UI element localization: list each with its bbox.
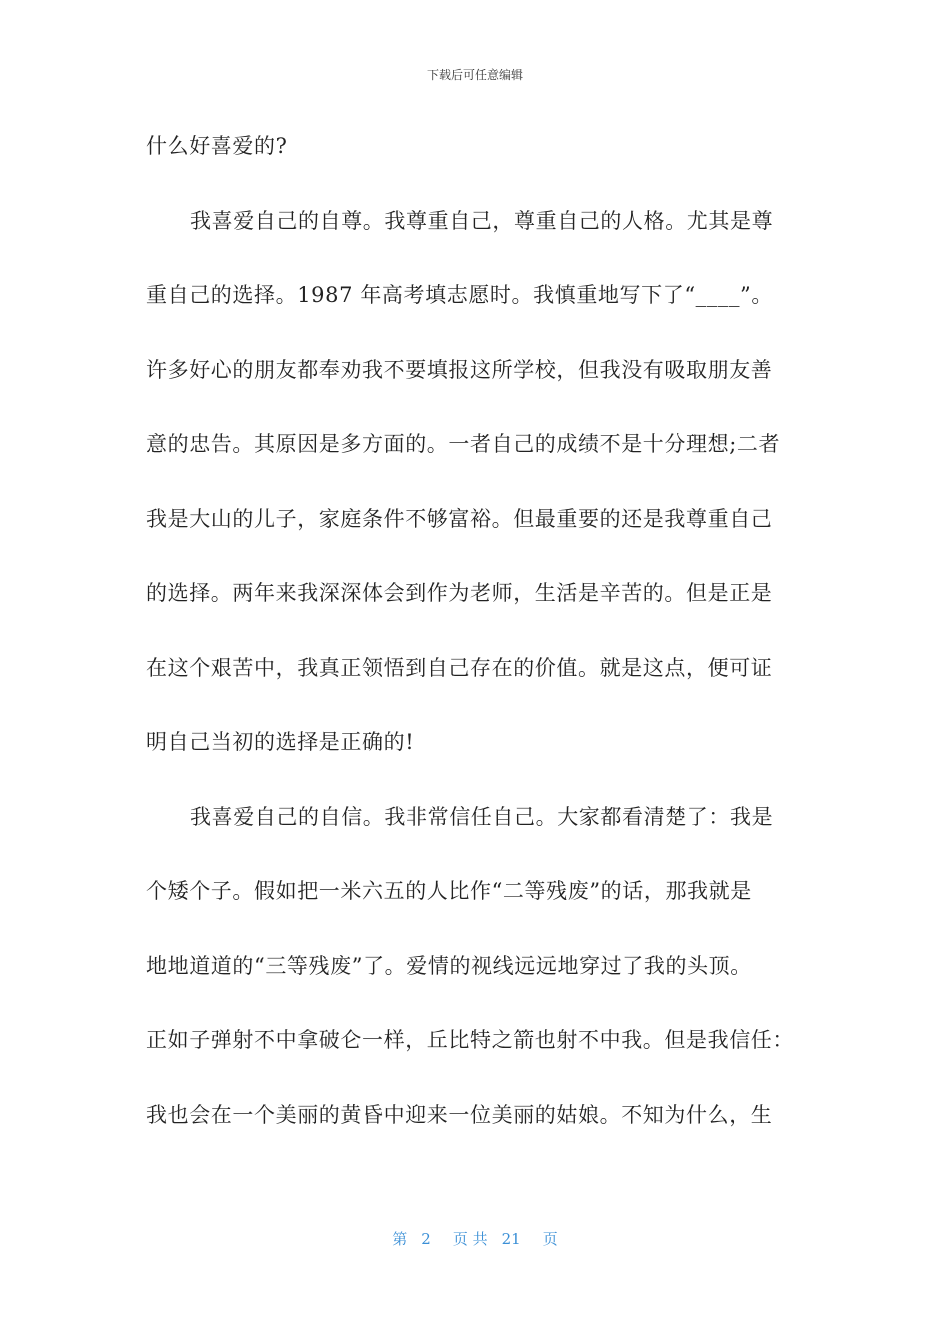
text-line: 重自己的选择。1987 年高考填志愿时。我慎重地写下了“____”。 bbox=[146, 283, 773, 307]
page-header-note: 下载后可任意编辑 bbox=[426, 68, 523, 82]
text-line: 我是大山的儿子，家庭条件不够富裕。但最重要的还是我尊重自己 bbox=[146, 506, 773, 531]
text-line: 什么好喜爱的? bbox=[146, 134, 288, 158]
page-footer bbox=[0, 1228, 950, 1249]
text-line: 个矮个子。假如把一米六五的人比作“二等残废”的话，那我就是 bbox=[146, 879, 752, 903]
text-line: 在这个艰苦中，我真正领悟到自己存在的价值。就是这点，便可证 bbox=[146, 655, 773, 680]
text-line: 我喜爱自己的自信。我非常信任自己。大家都看清楚了：我是 bbox=[190, 804, 774, 829]
text-line: 明自己当初的选择是正确的! bbox=[146, 730, 415, 754]
text-line: 我喜爱自己的自尊。我尊重自己，尊重自己的人格。尤其是尊 bbox=[190, 208, 774, 233]
footer-middle: 页 共 bbox=[452, 1230, 488, 1248]
text-line: 正如子弹射不中拿破仑一样，丘比特之箭也射不中我。但是我信任： bbox=[146, 1028, 794, 1052]
footer-total-pages: 21 bbox=[501, 1230, 521, 1248]
footer-prefix: 第 bbox=[392, 1230, 408, 1248]
footer-current-page: 2 bbox=[421, 1230, 431, 1248]
text-line: 地地道道的“三等残废”了。爱情的视线远远地穿过了我的头顶。 bbox=[146, 953, 752, 978]
text-line: 我也会在一个美丽的黄昏中迎来一位美丽的姑娘。不知为什么，生 bbox=[146, 1102, 773, 1127]
document-body bbox=[146, 124, 806, 1167]
text-line: 许多好心的朋友都奉劝我不要填报这所学校，但我没有吸取朋友善 bbox=[146, 357, 773, 382]
text-line: 的选择。两年来我深深体会到作为老师，生活是辛苦的。但是正是 bbox=[146, 581, 773, 605]
footer-suffix: 页 bbox=[542, 1230, 558, 1248]
text-line: 意的忠告。其原因是多方面的。一者自己的成绩不是十分理想;二者 bbox=[146, 432, 781, 456]
